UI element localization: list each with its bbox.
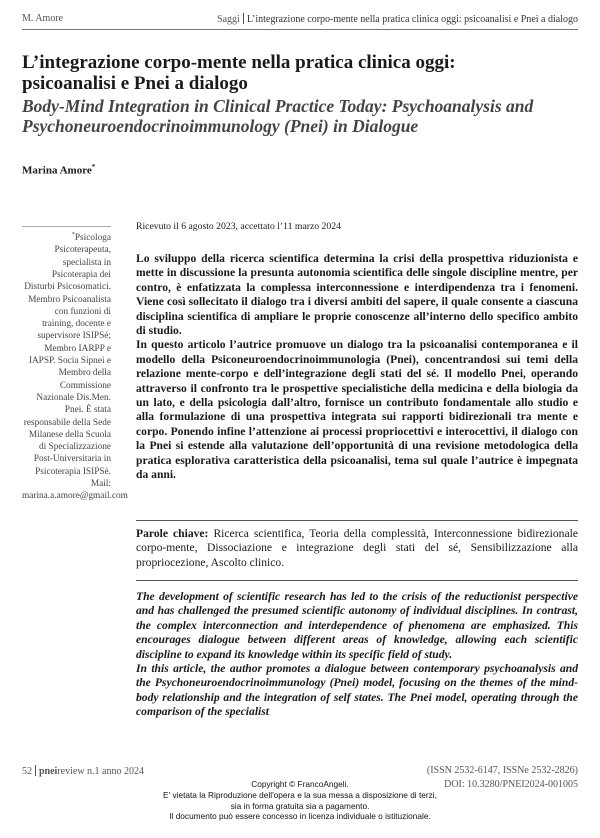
abstract-english <box>136 590 578 720</box>
copyright-line: Copyright © FrancoAngeli. <box>251 779 349 789</box>
author-note-mark: * <box>91 163 96 171</box>
journal-issue: review n.1 anno 2024 <box>57 766 144 777</box>
keywords-top-rule <box>136 520 578 521</box>
copyright-notice <box>0 779 600 822</box>
page-number: 52 <box>22 766 32 777</box>
abstract-english-p2: In this article, the author promotes a dialogue between contemporary psychoanalysis and the Psychoneuroendocrinoimmunology (Pnei) model, focusing on the themes of the mind-body relationship and the integration of self states. The Pnei model, operating through the comparison of the specialist <box>136 662 578 719</box>
keywords-label: Parole chiave: <box>136 527 209 540</box>
footer-divider <box>35 765 36 776</box>
abstract-italian <box>136 252 578 483</box>
doi: DOI: 10.3280/PNEI2024-001005 <box>444 779 578 790</box>
running-title: L’integrazione corpo-mente nella pratica clinica oggi: psicoanalisi e Pnei a dialogo <box>246 14 578 25</box>
author-footnote <box>22 226 128 503</box>
abstract-italian-p1: Lo sviluppo della ricerca scientifica determina la crisi della prospettiva riduzionista e mette in discussione la presunta autonomia scientifica delle singole discipline mentre, per contro, è enfatizzata la complessa interconnessione e interdipendenza tra i fenomeni. Viene così sollecitato il dialogo tra i diversi ambiti del sapere, il quale consente a ciascuna disciplina scientifica di ampliare le proprie conoscenze all’interno dello specifico ambito di studio. <box>136 252 578 338</box>
keywords-bottom-rule <box>136 580 578 581</box>
running-head <box>217 13 578 25</box>
running-author: M. Amore <box>22 13 64 24</box>
copyright-line: sia in forma gratuita sia a pagamento. <box>230 800 370 811</box>
issn: (ISSN 2532-6147, ISSNe 2532-2826) <box>426 765 578 776</box>
footnote-mark: * <box>71 232 75 238</box>
page-footer-left <box>22 765 144 777</box>
abstract-italian-p2: In questo articolo l’autrice promuove un dialogo tra la psicoanalisi contemporanea e il modello della Psiconeuroendocrinoimmunologia (Pnei), concentrandosi sui temi della relazione mente-corpo e dell’integrazione degli stati del sé. Il modello Pnei, operando attraverso il confronto tra le prospettive specialistiche della medicina e della biologia da un lato, e della psicologia dall’altro, fornisce un contributo fondamentale allo studio e alla formulazione di una prospettiva integrata sui rapporti bidirezionali tra mente e corpo. Ponendo infine l’attenzione ai processi propriocettivi e interocettivi, il dialogo con la Pnei si estende alla valutazione dell’opportunità di una revisione metodologica della pratica esplorativa caratteristica della psicoanalisi, tema sul quale l’autrice è impegnata da anni. <box>136 338 578 482</box>
author-name-text: Marina Amore <box>22 164 92 177</box>
header-rule <box>22 29 578 30</box>
article-title-italian: L’integrazione corpo-mente nella pratica clinica oggi: psicoanalisi e Pnei a dialogo <box>22 52 456 94</box>
header-divider <box>243 13 244 24</box>
copyright-line: E' vietata la Riproduzione dell'opera e la sua messa a disposizione di terzi, <box>163 789 437 800</box>
section-label: Saggi <box>217 14 240 25</box>
footnote-text: Psicologa Psicoterapeuta, specialista in Psicoterapia dei Disturbi Psicosomatici. Membro Psicoanalista con funzioni di training, docente e supervisore ISIPSé; Membro IARPP e IAPSP. Socia Sipnei e Membro della Commissione Nazionale Dis.Men. Pnei. È stata responsabile della Sede Milanese della Scuola di Specializzazione Post-Universitaria in Psicoterapia ISIPSè. Mail: marina.a.amore@gmail.com <box>22 233 128 502</box>
copyright-line: Il documento può essere concesso in licenza individuale o istituzionale. <box>169 811 431 822</box>
received-date: Ricevuto il 6 agosto 2023, accettato l’11 marzo 2024 <box>136 221 341 232</box>
keywords <box>136 527 578 570</box>
abstract-english-p1: The development of scientific research has led to the crisis of the reductionist perspective and has challenged the presumed scientific autonomy of individual disciplines. In contrast, the complex interconnection and interdependence of phenomena are emphasized. This encourages dialogue between different areas of knowledge, allowing each scientific discipline to expand its knowledge within its specific field of study. <box>136 590 578 661</box>
journal-name-bold: pnei <box>39 766 58 777</box>
keywords-text: Ricerca scientifica, Teoria della complessità, Interconnessione bidirezionale corpo-mente, Dissociazione e integrazione degli stati del sé, Sensibilizzazione alla propriocezione, Ascolto clinico. <box>136 527 578 569</box>
article-title-english: Body-Mind Integration in Clinical Practice Today: Psychoanalysis and Psychoneuroendocrinoimmunology (Pnei) in Dialogue <box>22 96 534 136</box>
author-name <box>22 163 95 177</box>
